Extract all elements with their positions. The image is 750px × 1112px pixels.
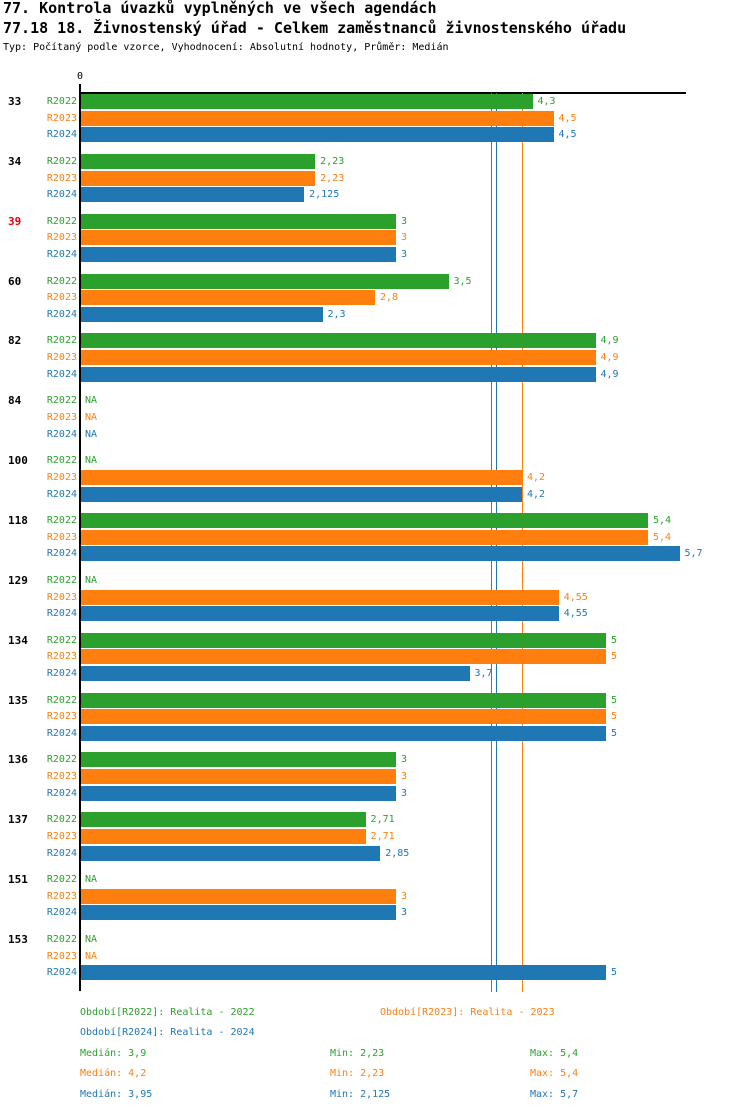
bar-value-label: 2,8: [380, 292, 399, 304]
bar-135-r2022[interactable]: [81, 693, 606, 708]
legend-item-r2022: Období[R2022]: Realita - 2022: [80, 1007, 255, 1018]
stat-max-r2023: Max: 5,4: [530, 1068, 579, 1079]
bar-value-label: 3,7: [474, 668, 493, 680]
series-label-r2022: R2022: [46, 694, 77, 706]
bar-33-r2024[interactable]: [81, 127, 554, 142]
stat-min-r2022: Min: 2,23: [330, 1048, 385, 1059]
series-label-r2022: R2022: [46, 754, 77, 766]
bar-value-label: 2,71: [370, 830, 395, 842]
bar-value-label: 5,4: [653, 531, 672, 543]
bar-value-label: 3: [401, 907, 408, 919]
bar-129-r2023[interactable]: [81, 590, 559, 605]
bar-value-label: 4,55: [563, 608, 588, 620]
series-label-r2022: R2022: [46, 634, 77, 646]
stat-median-r2024: Medián: 3,95: [80, 1089, 153, 1100]
series-label-r2024: R2024: [46, 847, 77, 859]
bar-34-r2022[interactable]: [81, 154, 315, 169]
bar-136-r2022[interactable]: [81, 752, 396, 767]
bar-value-label: 5: [611, 651, 618, 663]
na-label: NA: [85, 933, 98, 945]
series-label-r2024: R2024: [46, 368, 77, 380]
series-label-r2023: R2023: [46, 112, 77, 124]
bar-100-r2023[interactable]: [81, 470, 522, 485]
bar-134-r2024[interactable]: [81, 666, 470, 681]
series-label-r2024: R2024: [46, 308, 77, 320]
stat-min-r2023: Min: 2,23: [330, 1068, 385, 1079]
bar-value-label: 2,125: [309, 189, 340, 201]
bar-137-r2022[interactable]: [81, 812, 366, 827]
category-label-153: 153: [8, 932, 28, 946]
category-label-134: 134: [8, 633, 28, 647]
bar-value-label: 3: [401, 215, 408, 227]
stat-median-r2022: Medián: 3,9: [80, 1048, 147, 1059]
bar-value-label: 3: [401, 249, 408, 261]
category-label-84: 84: [8, 394, 22, 408]
category-label-60: 60: [8, 274, 22, 288]
series-label-r2023: R2023: [46, 471, 77, 483]
report-subtitle-indicator: 77.18 18. Živnostenský úřad - Celkem zaměstnanců živnostenského úřadu: [3, 19, 627, 37]
series-label-r2023: R2023: [46, 711, 77, 723]
series-label-r2024: R2024: [46, 608, 77, 620]
series-label-r2023: R2023: [46, 531, 77, 543]
bar-39-r2022[interactable]: [81, 214, 396, 229]
bar-value-label: 3: [401, 232, 408, 244]
stat-median-r2023: Medián: 4,2: [80, 1068, 147, 1079]
series-label-r2024: R2024: [46, 189, 77, 201]
bar-value-label: 4,9: [600, 335, 619, 347]
x-axis-origin-label: 0: [76, 71, 84, 82]
legend-item-r2023: Období[R2023]: Realita - 2023: [380, 1007, 555, 1018]
bar-34-r2024[interactable]: [81, 187, 304, 202]
bar-33-r2023[interactable]: [81, 111, 554, 126]
series-label-r2023: R2023: [46, 591, 77, 603]
bar-value-label: 2,85: [385, 847, 410, 859]
category-label-129: 129: [8, 573, 28, 587]
series-label-r2024: R2024: [46, 787, 77, 799]
category-label-137: 137: [8, 813, 28, 827]
series-label-r2022: R2022: [46, 455, 77, 467]
category-label-151: 151: [8, 873, 28, 887]
bar-value-label: 3,5: [453, 275, 472, 287]
bar-82-r2023[interactable]: [81, 350, 596, 365]
bar-151-r2023[interactable]: [81, 889, 396, 904]
bar-134-r2023[interactable]: [81, 649, 606, 664]
bar-135-r2023[interactable]: [81, 709, 606, 724]
report-meta-line: Typ: Počítaný podle vzorce, Vyhodnocení: Absolutní hodnoty, Průměr: Medián: [3, 42, 449, 53]
bar-value-label: 5,7: [684, 548, 703, 560]
bar-value-label: 2,71: [370, 814, 395, 826]
bar-136-r2024[interactable]: [81, 786, 396, 801]
series-label-r2023: R2023: [46, 172, 77, 184]
category-label-118: 118: [8, 513, 28, 527]
category-label-100: 100: [8, 454, 28, 468]
bar-118-r2024[interactable]: [81, 546, 680, 561]
bar-82-r2024[interactable]: [81, 367, 596, 382]
series-label-r2023: R2023: [46, 890, 77, 902]
series-label-r2022: R2022: [46, 514, 77, 526]
series-label-r2022: R2022: [46, 395, 77, 407]
bar-39-r2023[interactable]: [81, 230, 396, 245]
bar-value-label: 4,5: [558, 129, 577, 141]
series-label-r2022: R2022: [46, 574, 77, 586]
bar-134-r2022[interactable]: [81, 633, 606, 648]
bar-value-label: 5: [611, 711, 618, 723]
series-label-r2022: R2022: [46, 814, 77, 826]
na-label: NA: [85, 395, 98, 407]
bar-value-label: 5: [611, 634, 618, 646]
bar-60-r2024[interactable]: [81, 307, 323, 322]
series-label-r2024: R2024: [46, 249, 77, 261]
bar-82-r2022[interactable]: [81, 333, 596, 348]
bar-151-r2024[interactable]: [81, 905, 396, 920]
bar-value-label: 4,5: [558, 112, 577, 124]
series-label-r2022: R2022: [46, 275, 77, 287]
bar-value-label: 5: [611, 727, 618, 739]
category-label-33: 33: [8, 95, 22, 108]
category-label-135: 135: [8, 693, 28, 707]
series-label-r2023: R2023: [46, 651, 77, 663]
bar-value-label: 4,9: [600, 368, 619, 380]
series-label-r2024: R2024: [46, 548, 77, 560]
na-label: NA: [85, 455, 98, 467]
bar-value-label: 4,9: [600, 352, 619, 364]
bar-34-r2023[interactable]: [81, 171, 315, 186]
bar-value-label: 4,3: [537, 96, 556, 107]
bar-value-label: 3: [401, 771, 408, 783]
bar-value-label: 2,23: [320, 172, 345, 184]
na-label: NA: [85, 574, 98, 586]
series-label-r2022: R2022: [46, 335, 77, 347]
bar-60-r2023[interactable]: [81, 290, 375, 305]
bar-60-r2022[interactable]: [81, 274, 449, 289]
bar-value-label: 5: [611, 967, 618, 979]
na-label: NA: [85, 874, 98, 886]
bar-118-r2023[interactable]: [81, 530, 648, 545]
stat-min-r2024: Min: 2,125: [330, 1089, 391, 1100]
series-label-r2023: R2023: [46, 830, 77, 842]
series-label-r2023: R2023: [46, 950, 77, 962]
bar-153-r2024[interactable]: [81, 965, 606, 980]
na-label: NA: [85, 950, 98, 962]
bar-33-r2022[interactable]: [81, 94, 533, 109]
bar-value-label: 2,3: [327, 308, 346, 320]
bar-value-label: 5,4: [653, 514, 672, 526]
series-label-r2023: R2023: [46, 411, 77, 423]
bar-137-r2024[interactable]: [81, 846, 380, 861]
series-label-r2024: R2024: [46, 727, 77, 739]
series-label-r2023: R2023: [46, 352, 77, 364]
bar-129-r2024[interactable]: [81, 606, 559, 621]
legend-item-r2024: Období[R2024]: Realita - 2024: [80, 1027, 255, 1038]
series-label-r2022: R2022: [46, 155, 77, 167]
series-label-r2024: R2024: [46, 907, 77, 919]
category-label-39: 39: [8, 214, 22, 228]
bar-118-r2022[interactable]: [81, 513, 648, 528]
na-label: NA: [85, 428, 98, 440]
category-label-34: 34: [8, 154, 22, 168]
report-title: 77. Kontrola úvazků vyplněných ve všech agendách: [3, 0, 437, 17]
stat-max-r2022: Max: 5,4: [530, 1048, 579, 1059]
na-label: NA: [85, 411, 98, 423]
bar-value-label: 2,23: [320, 155, 345, 167]
bar-value-label: 4,2: [527, 488, 546, 500]
series-label-r2023: R2023: [46, 232, 77, 244]
series-label-r2023: R2023: [46, 292, 77, 304]
bar-39-r2024[interactable]: [81, 247, 396, 262]
bar-value-label: 3: [401, 787, 408, 799]
bar-100-r2024[interactable]: [81, 487, 522, 502]
bar-value-label: 4,55: [563, 591, 588, 603]
category-label-136: 136: [8, 753, 28, 767]
series-label-r2024: R2024: [46, 129, 77, 141]
series-label-r2024: R2024: [46, 967, 77, 979]
bar-135-r2024[interactable]: [81, 726, 606, 741]
bar-136-r2023[interactable]: [81, 769, 396, 784]
series-label-r2022: R2022: [46, 96, 77, 107]
bar-value-label: 3: [401, 890, 408, 902]
series-label-r2023: R2023: [46, 771, 77, 783]
series-label-r2024: R2024: [46, 668, 77, 680]
bar-value-label: 5: [611, 694, 618, 706]
series-label-r2024: R2024: [46, 488, 77, 500]
series-label-r2022: R2022: [46, 933, 77, 945]
series-label-r2022: R2022: [46, 215, 77, 227]
series-label-r2022: R2022: [46, 874, 77, 886]
series-label-r2024: R2024: [46, 428, 77, 440]
bar-137-r2023[interactable]: [81, 829, 366, 844]
category-label-82: 82: [8, 334, 22, 348]
stat-max-r2024: Max: 5,7: [530, 1089, 579, 1100]
bar-value-label: 4,2: [527, 471, 546, 483]
bar-value-label: 3: [401, 754, 408, 766]
